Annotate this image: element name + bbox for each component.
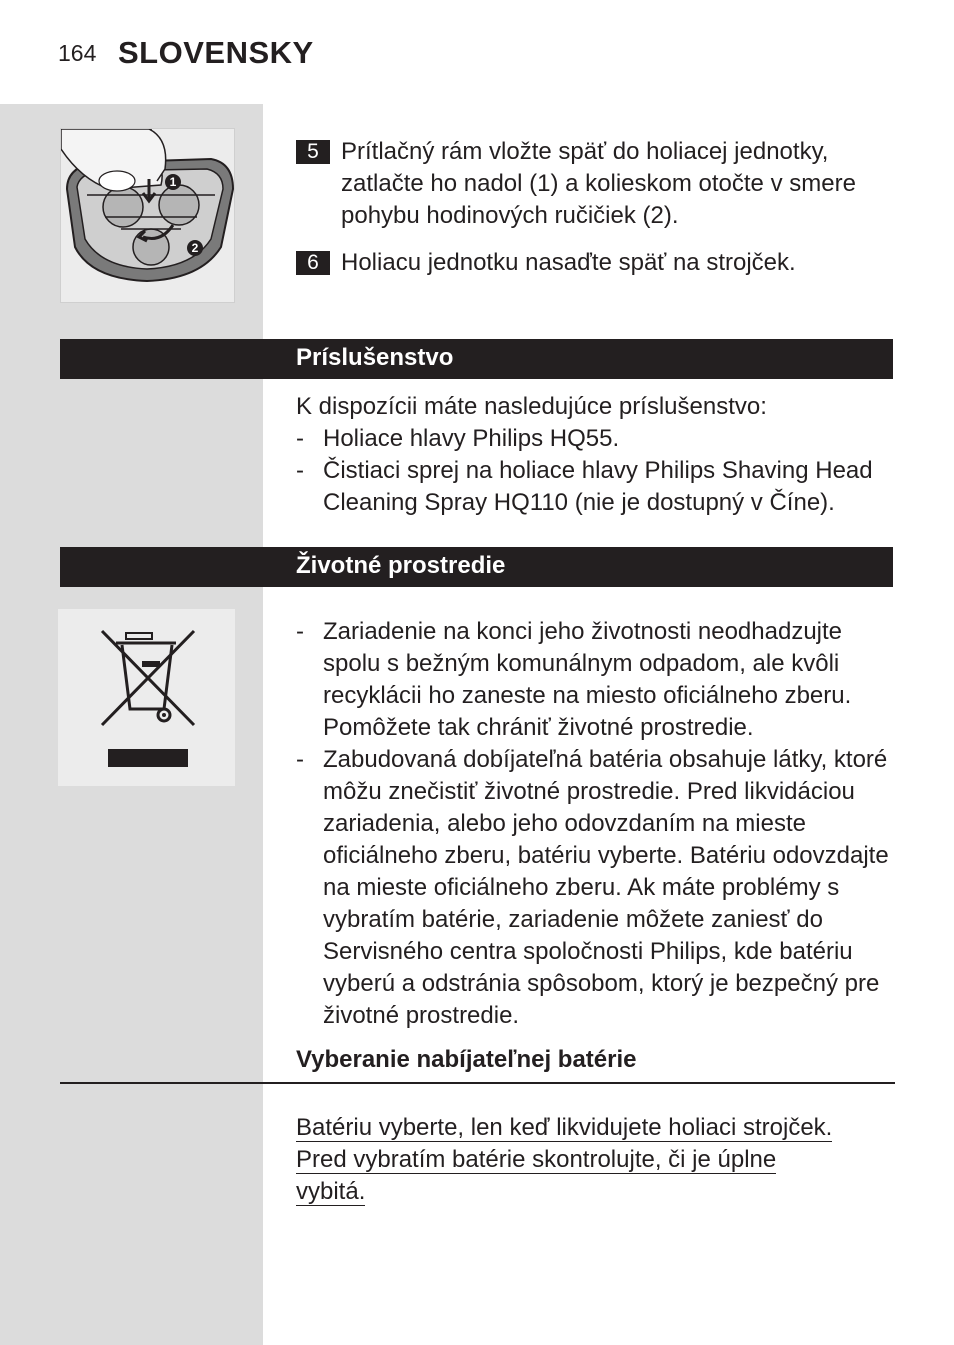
battery-warning — [296, 1112, 896, 1208]
subsection-heading: Vyberanie nabíjateľnej batérie — [296, 1046, 637, 1073]
shaving-unit-illustration-icon — [61, 129, 234, 302]
list-item-text: Zariadenie na konci jeho životnosti neodhadzujte spolu s bežným komunálnym odpadom, ale kvôli recyklácii ho zaneste na miesto oficiálneho zberu. Pomôžete tak chrániť životné prostredie. — [323, 618, 852, 741]
warning-line: Pred vybratím batérie skontrolujte, či je úplne — [296, 1146, 777, 1173]
subsection-rule — [60, 1082, 895, 1084]
bullet-dash: - — [296, 425, 304, 452]
step-text: Holiacu jednotku nasaďte späť na strojček. — [341, 249, 796, 276]
gutter-pointer — [235, 133, 263, 165]
warning-line: Batériu vyberte, len keď likvidujete holiaci strojček. — [296, 1114, 833, 1141]
callout-2-badge: 2 — [187, 240, 203, 256]
bullet-dash: - — [296, 457, 304, 484]
list-item — [296, 616, 896, 744]
bullet-dash: - — [296, 618, 304, 645]
list-item — [296, 744, 896, 1032]
step-5 — [296, 136, 896, 232]
list-item-text: Čistiaci sprej na holiace hlavy Philips Shaving Head Cleaning Spray HQ110 (nie je dostupný v Číne). — [323, 457, 873, 516]
shaving-unit-figure — [60, 128, 235, 303]
callout-1-badge: 1 — [165, 174, 181, 190]
crossed-bin-figure — [58, 609, 235, 786]
step-number: 5 — [296, 140, 330, 164]
page-language-title: SLOVENSKY — [118, 35, 314, 70]
section-bar-accessories — [60, 339, 893, 379]
list-item-text: Holiace hlavy Philips HQ55. — [323, 425, 620, 452]
section-bar-environment — [60, 547, 893, 587]
step-6 — [296, 247, 896, 279]
list-item — [296, 423, 896, 455]
step-number: 6 — [296, 251, 330, 275]
list-item — [296, 455, 896, 519]
environment-content — [296, 616, 896, 1032]
warning-line: vybitá. — [296, 1178, 366, 1205]
bullet-dash: - — [296, 746, 304, 773]
section-heading: Príslušenstvo — [296, 344, 454, 371]
accessories-intro: K dispozícii máte nasledujúce príslušenstvo: — [296, 393, 767, 420]
gutter-pointer — [235, 606, 263, 638]
section-heading: Životné prostredie — [296, 552, 506, 579]
crossed-bin-icon — [58, 609, 235, 786]
accessories-content — [296, 391, 896, 519]
page-number: 164 — [58, 40, 97, 66]
step-text: Prítlačný rám vložte späť do holiacej jednotky, zatlačte ho nadol (1) a kolieskom otočte v smere pohybu hodinových ručičiek (2). — [341, 138, 856, 229]
list-item-text: Zabudovaná dobíjateľná batéria obsahuje látky, ktoré môžu znečistiť životné prostredie. Pred likvidáciou zariadenia, alebo jeho odovzdaním na mieste oficiálneho zberu, batériu vyberte. Batériu odovzdajte na mieste oficiálneho zberu. Ak máte problémy s vybratím batérie, zariadenie môžete zaniesť do Servisného centra spoločnosti Philips, kde batériu vyberú a odstránia spôsobom, ktorý je bezpečný pre životné prostredie. — [323, 746, 889, 1029]
